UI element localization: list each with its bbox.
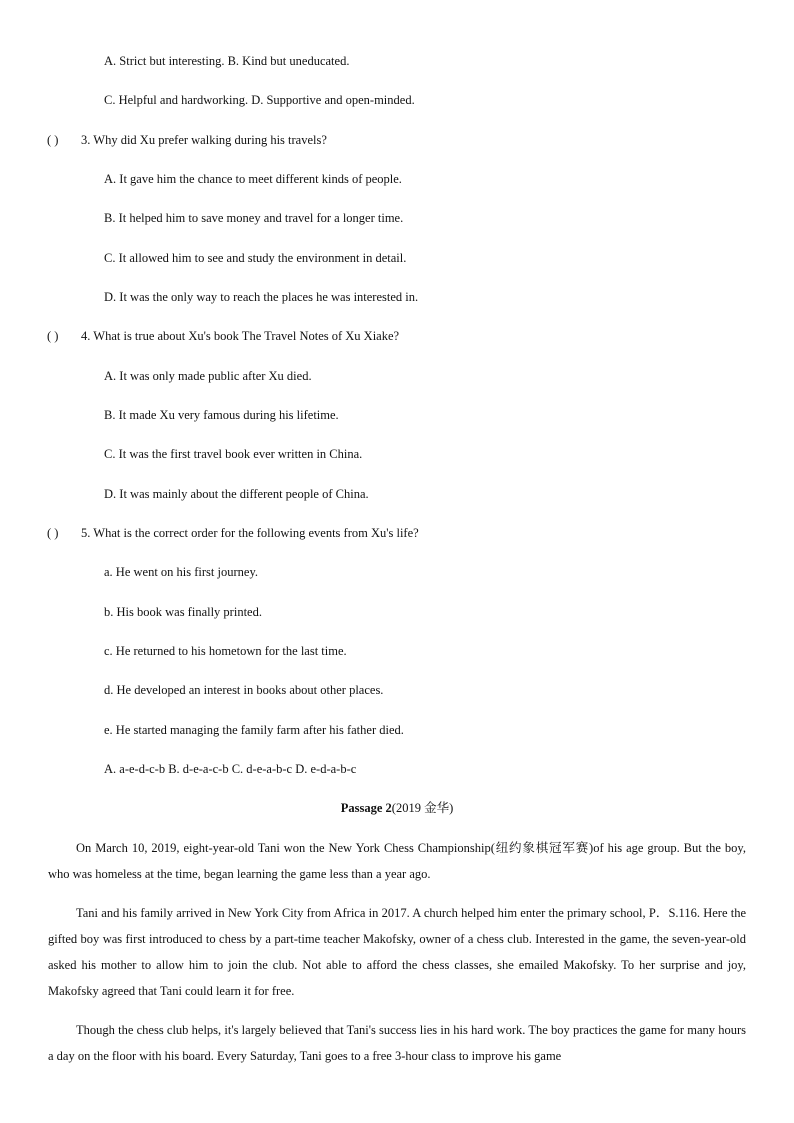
q5-options: A. a-e-d-c-b B. d-e-a-c-b C. d-e-a-b-c D. e-d-a-b-c xyxy=(104,762,357,776)
passage-paragraph-1: On March 10, 2019, eight-year-old Tani won the New York Chess Championship(纽约象棋冠军赛)of his age group. But the boy, who was homeless at the time, began learning the game less than a year ago. xyxy=(48,841,746,881)
passage-source: (2019 金华) xyxy=(391,801,454,815)
q5-event-b: b. His book was finally printed. xyxy=(104,605,262,619)
q5-event-c: c. He returned to his hometown for the last time. xyxy=(104,644,347,658)
q3-option-b: B. It helped him to save money and travel for a longer time. xyxy=(104,211,404,225)
question-4-text: 4. What is true about Xu's book The Travel Notes of Xu Xiake? xyxy=(81,329,400,343)
answer-blank[interactable]: ( ) xyxy=(47,329,59,343)
q3-option-d: D. It was the only way to reach the places he was interested in. xyxy=(104,290,419,304)
question-3-text: 3. Why did Xu prefer walking during his travels? xyxy=(81,133,327,147)
q5-event-a: a. He went on his first journey. xyxy=(104,565,259,579)
q4-option-d: D. It was mainly about the different people of China. xyxy=(104,487,369,501)
q4-option-c: C. It was the first travel book ever written in China. xyxy=(104,447,363,461)
q4-option-b: B. It made Xu very famous during his lifetime. xyxy=(104,408,339,422)
answer-blank[interactable]: ( ) xyxy=(47,133,59,147)
question-5 xyxy=(47,525,419,541)
passage-title: Passage 2 xyxy=(340,801,392,815)
question-3 xyxy=(47,132,327,148)
passage-paragraph-3: Though the chess club helps, it's largely believed that Tani's success lies in his hard work. The boy practices the game for many hours a day on the floor with his board. Every Saturday, Tani goes to a free 3-hour class to improve his game xyxy=(48,1023,746,1063)
answer-blank[interactable]: ( ) xyxy=(47,526,59,540)
question-4 xyxy=(47,328,399,344)
q4-option-a: A. It was only made public after Xu died. xyxy=(104,369,312,383)
q5-event-e: e. He started managing the family farm after his father died. xyxy=(104,723,404,737)
q3-option-c: C. It allowed him to see and study the environment in detail. xyxy=(104,251,407,265)
question-5-text: 5. What is the correct order for the following events from Xu's life? xyxy=(81,526,419,540)
q2-options-a-b: A. Strict but interesting. B. Kind but uneducated. xyxy=(104,54,350,68)
q5-event-d: d. He developed an interest in books about other places. xyxy=(104,683,384,697)
passage-paragraph-2: Tani and his family arrived in New York City from Africa in 2017. A church helped him enter the primary school, P．S.116. Here the gifted boy was first introduced to chess by a part-time teacher Makofsky, owner of a chess club. Interested in the game, the seven-year-old asked his mother to allow him to join the club. Not able to afford the chess classes, she emailed Makofsky. To her surprise and joy, Makofsky agreed that Tani could learn it for free. xyxy=(48,906,746,998)
q3-option-a: A. It gave him the chance to meet different kinds of people. xyxy=(104,172,402,186)
passage-heading xyxy=(0,800,794,816)
q2-options-c-d: C. Helpful and hardworking. D. Supportive and open-minded. xyxy=(104,93,415,107)
